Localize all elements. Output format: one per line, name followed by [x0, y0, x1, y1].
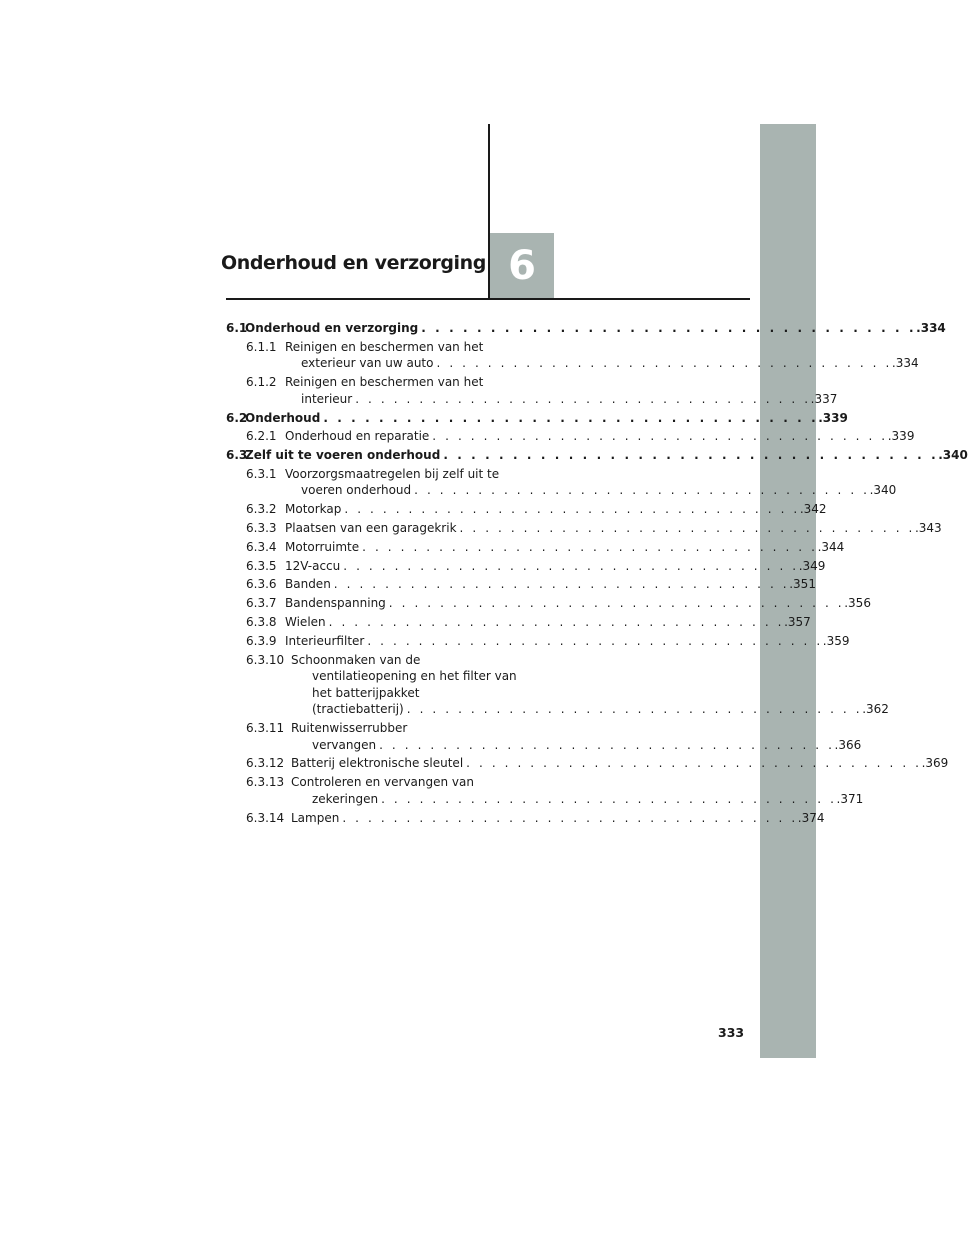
toc-entry[interactable] [226, 339, 919, 372]
toc-entry-title: exterieur van uw auto [301, 356, 434, 371]
toc-entry-page: .359 [822, 633, 850, 648]
toc-entry[interactable] [226, 614, 811, 631]
chapter-number-box [490, 233, 554, 298]
header-horizontal-rule [226, 298, 750, 300]
toc-leader-dots: . . . . . . . . . . . . . . . . . . . . . . . . . . . . . . . . . . . . [421, 321, 917, 335]
toc-entry-number: 6.3.11 [246, 721, 285, 736]
toc-entry-title: zekeringen [312, 791, 379, 806]
toc-entry-number: 6.1.2 [246, 375, 277, 390]
toc-entry-title: Motorkap [285, 502, 342, 517]
toc-entry-page: .342 [799, 502, 827, 517]
toc-entry-number: 6.3.3 [246, 521, 277, 536]
toc-entry[interactable] [226, 539, 845, 556]
toc-entry-title: ventilatieopening en het filter van [312, 669, 517, 684]
toc-leader-dots: . . . . . . . . . . . . . . . . . . . . . . . . . . . . . . . . . . . . [406, 702, 863, 717]
toc-entry[interactable] [226, 410, 848, 427]
toc-entry[interactable] [226, 466, 897, 499]
toc-entry-page: .351 [789, 577, 816, 592]
toc-entry-number: 6.3.12 [246, 756, 285, 771]
toc-leader-dots: . . . . . . . . . . . . . . . . . . . . . . . . . . . . . . . . . . . . [333, 577, 790, 592]
toc-entry-title: Bandenspanning [285, 596, 386, 611]
table-of-contents [226, 320, 968, 828]
toc-leader-dots: . . . . . . . . . . . . . . . . . . . . . . . . . . . . . . . . . . . . [362, 539, 818, 554]
toc-leader-dots: . . . . . . . . . . . . . . . . . . . . . . . . . . . . . . . . . . . . [355, 391, 811, 406]
toc-entry[interactable] [226, 576, 816, 593]
toc-entry[interactable] [226, 720, 862, 753]
toc-entry-page: .343 [914, 521, 942, 536]
toc-entry[interactable] [226, 447, 968, 464]
toc-leader-dots: . . . . . . . . . . . . . . . . . . . . . . . . . . . . . . . . . . . . [342, 810, 798, 825]
toc-entry-title: voeren onderhoud [301, 483, 412, 498]
toc-entry[interactable] [226, 558, 826, 575]
toc-entry[interactable] [226, 501, 827, 518]
toc-entry-title: Banden [285, 577, 331, 592]
toc-leader-dots: . . . . . . . . . . . . . . . . . . . . . . . . . . . . . . . . . . . . [436, 356, 892, 371]
toc-entry-number: 6.3.14 [246, 810, 285, 825]
toc-entry-title: Wielen [285, 614, 326, 629]
toc-entry-title: Onderhoud [245, 410, 321, 425]
toc-leader-dots: . . . . . . . . . . . . . . . . . . . . . . . . . . . . . . . . . . . . [432, 429, 888, 444]
toc-entry-title: Reinigen en beschermen van het [285, 339, 484, 354]
toc-entry-number: 6.3.8 [246, 614, 277, 629]
toc-entry-number: 6.3.1 [246, 466, 277, 481]
toc-entry-title: Voorzorgsmaatregelen bij zelf uit te [285, 466, 500, 481]
toc-entry-title: (tractiebatterij) [312, 702, 404, 717]
toc-entry-title: Motorruimte [285, 539, 360, 554]
toc-entry[interactable] [226, 520, 942, 537]
toc-entry-number: 6.3.10 [246, 652, 285, 667]
toc-entry-number: 6.2.1 [246, 429, 277, 444]
toc-entry-number: 6.3.7 [246, 596, 277, 611]
toc-leader-dots: . . . . . . . . . . . . . . . . . . . . . . . . . . . . . . . . . . . . [388, 596, 845, 611]
toc-entry-title: Onderhoud en reparatie [285, 429, 430, 444]
toc-entry-number: 6.3.2 [246, 502, 277, 517]
toc-entry-title: Controleren en vervangen van [291, 775, 474, 790]
toc-entry-title: Onderhoud en verzorging [245, 321, 419, 335]
toc-entry-title: Batterij elektronische sleutel [291, 756, 464, 771]
toc-leader-dots: . . . . . . . . . . . . . . . . . . . . . . . . . . . . . . . . . . . . [367, 633, 823, 648]
toc-leader-dots: . . . . . . . . . . . . . . . . . . . . . . . . . . . . . . . . . . . . [379, 737, 835, 752]
toc-entry-number: 6.3 [226, 448, 248, 463]
chapter-number: 6 [508, 242, 536, 289]
toc-leader-dots: . . . . . . . . . . . . . . . . . . . . . . . . . . . . . . . . . . . . [414, 483, 870, 498]
toc-entry-page: .339 [887, 429, 915, 444]
toc-leader-dots: . . . . . . . . . . . . . . . . . . . . . . . . . . . . . . . . . . . . [466, 756, 922, 771]
toc-entry-page: .334 [891, 356, 919, 371]
toc-entry-number: 6.3.4 [246, 539, 277, 554]
toc-entry-title: Zelf uit te voeren onderhoud [245, 448, 441, 463]
toc-entry[interactable] [226, 428, 915, 445]
toc-entry-title: interieur [301, 391, 353, 406]
toc-entry-number: 6.3.9 [246, 633, 277, 648]
toc-entry-page: .366 [834, 737, 862, 752]
toc-entry[interactable] [226, 755, 949, 772]
toc-entry-number: 6.1.1 [246, 339, 277, 354]
toc-entry-page: .357 [784, 614, 811, 629]
toc-leader-dots: . . . . . . . . . . . . . . . . . . . . . . . . . . . . . . . . . . . . [381, 791, 837, 806]
toc-entry-page: .349 [798, 558, 826, 573]
chapter-title: Onderhoud en verzorging [220, 252, 486, 274]
toc-entry-page: .334 [916, 321, 946, 335]
toc-entry-title: Ruitenwisserrubber [291, 721, 408, 736]
toc-entry-title: vervangen [312, 737, 377, 752]
toc-entry-page: .362 [862, 702, 889, 717]
toc-entry-title: Plaatsen van een garagekrik [285, 521, 457, 536]
toc-entry-page: .356 [844, 596, 871, 611]
toc-entry-number: 6.1 [226, 321, 248, 335]
toc-entry-title: Schoonmaken van de [291, 652, 421, 667]
toc-entry-page: .337 [810, 391, 838, 406]
toc-entry-title: Reinigen en beschermen van het [285, 375, 484, 390]
toc-entry[interactable] [226, 595, 871, 612]
toc-entry-page: .340 [869, 483, 897, 498]
toc-entry-number: 6.3.6 [246, 577, 277, 592]
toc-entry-title: 12V-accu [285, 558, 341, 573]
toc-entry-number: 6.3.13 [246, 775, 285, 790]
page-number: 333 [718, 1025, 745, 1040]
toc-entry[interactable] [226, 374, 838, 407]
toc-entry-page: .371 [836, 791, 864, 806]
toc-leader-dots: . . . . . . . . . . . . . . . . . . . . . . . . . . . . . . . . . . . . [343, 558, 799, 573]
toc-entry-number: 6.2 [226, 410, 248, 425]
toc-entry[interactable] [226, 810, 825, 827]
toc-leader-dots: . . . . . . . . . . . . . . . . . . . . . . . . . . . . . . . . . . . . [443, 448, 939, 463]
toc-entry-title: Lampen [291, 810, 340, 825]
toc-entry[interactable] [226, 652, 889, 718]
toc-entry-page: .339 [818, 410, 848, 425]
toc-entry-page: .369 [921, 756, 949, 771]
toc-leader-dots: . . . . . . . . . . . . . . . . . . . . . . . . . . . . . . . . . . . . [328, 614, 785, 629]
toc-leader-dots: . . . . . . . . . . . . . . . . . . . . . . . . . . . . . . . . . . . . [344, 502, 800, 517]
toc-entry[interactable] [226, 774, 864, 807]
toc-entry-number: 6.3.5 [246, 558, 277, 573]
toc-entry[interactable] [226, 320, 946, 337]
toc-leader-dots: . . . . . . . . . . . . . . . . . . . . . . . . . . . . . . . . . . . . [323, 410, 819, 425]
toc-leader-dots: . . . . . . . . . . . . . . . . . . . . . . . . . . . . . . . . . . . . [459, 521, 915, 536]
toc-entry-page: .374 [797, 810, 825, 825]
toc-entry[interactable] [226, 633, 850, 650]
toc-entry-title: het batterijpakket [312, 685, 420, 700]
toc-entry-page: .340 [938, 448, 968, 463]
toc-entry-title: Interieurfilter [285, 633, 365, 648]
toc-entry-page: .344 [817, 539, 845, 554]
